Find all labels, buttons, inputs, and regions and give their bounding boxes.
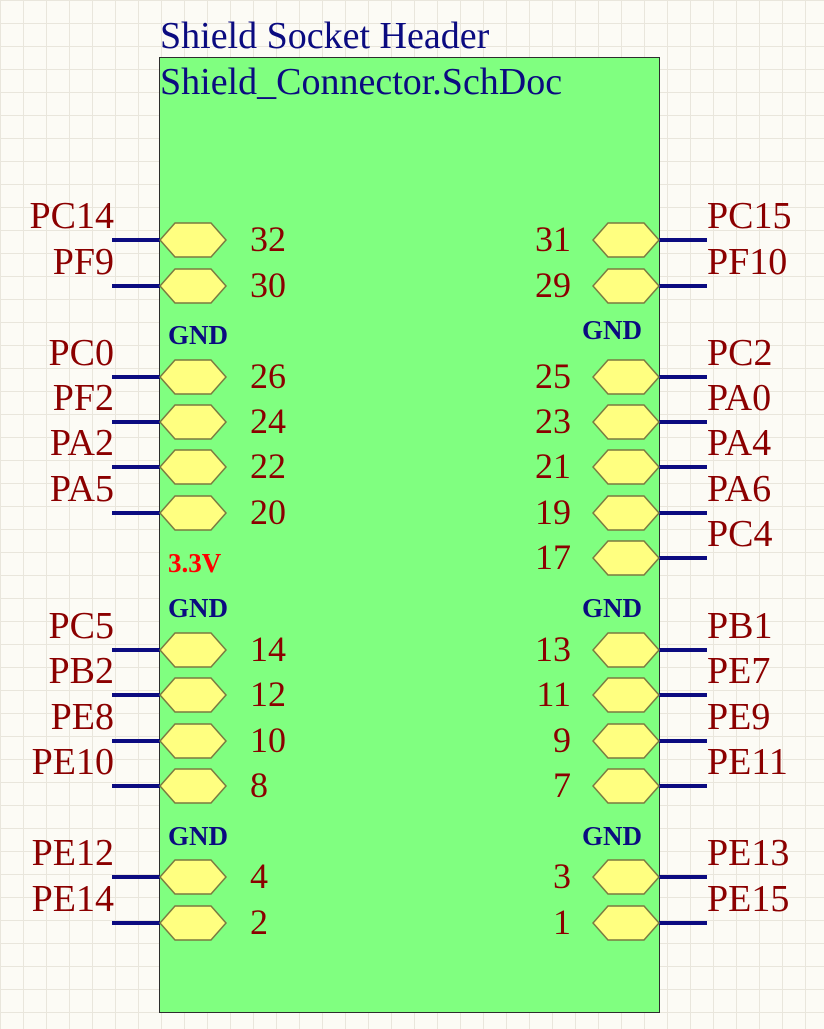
net-label-PE11: PE11 (707, 741, 788, 783)
pin-pad-32[interactable] (160, 223, 226, 257)
net-label-PE15: PE15 (707, 878, 790, 920)
pin-pad-2[interactable] (160, 906, 226, 940)
pin-pad-7[interactable] (593, 769, 659, 803)
pin-number-19: 19 (535, 492, 571, 532)
gnd-label: GND (582, 315, 642, 345)
pin-number-17: 17 (535, 537, 571, 577)
net-label-PA6: PA6 (707, 468, 772, 510)
pin-number-7: 7 (553, 765, 571, 805)
pin-pad-8[interactable] (160, 769, 226, 803)
pin-number-30: 30 (250, 265, 286, 305)
pin-number-20: 20 (250, 492, 286, 532)
pin-pad-24[interactable] (160, 405, 226, 439)
pin-pad-26[interactable] (160, 360, 226, 394)
net-label-PE13: PE13 (707, 832, 790, 874)
net-label-PA2: PA2 (49, 422, 114, 464)
pin-pad-9[interactable] (593, 724, 659, 758)
pin-number-23: 23 (535, 401, 571, 441)
pin-number-13: 13 (535, 629, 571, 669)
net-label-PE9: PE9 (707, 696, 771, 738)
net-label-PE14: PE14 (31, 878, 114, 920)
net-label-PC2: PC2 (707, 332, 773, 374)
gnd-label: GND (582, 593, 642, 623)
sheet-title: Shield Socket Header (160, 15, 490, 57)
sheet-filename: Shield_Connector.SchDoc (160, 61, 563, 103)
pin-number-4: 4 (250, 856, 268, 896)
net-label-PB2: PB2 (48, 650, 114, 692)
net-label-PE12: PE12 (31, 832, 114, 874)
pin-pad-31[interactable] (593, 223, 659, 257)
gnd-label: GND (168, 821, 228, 851)
pin-pad-14[interactable] (160, 633, 226, 667)
pin-number-21: 21 (535, 446, 571, 486)
net-label-PE10: PE10 (31, 741, 114, 783)
pin-pad-29[interactable] (593, 269, 659, 303)
pin-number-26: 26 (250, 356, 286, 396)
pin-number-1: 1 (553, 902, 571, 942)
pin-pad-17[interactable] (593, 541, 659, 575)
pin-number-8: 8 (250, 765, 268, 805)
pin-pad-10[interactable] (160, 724, 226, 758)
pin-pad-21[interactable] (593, 450, 659, 484)
net-label-PB1: PB1 (707, 605, 773, 647)
pin-number-12: 12 (250, 674, 286, 714)
power-3v3-label: 3.3V (168, 548, 222, 578)
net-label-PC5: PC5 (48, 605, 114, 647)
pin-number-11: 11 (536, 674, 571, 714)
net-label-PF9: PF9 (52, 241, 114, 283)
gnd-label: GND (582, 821, 642, 851)
pin-number-32: 32 (250, 219, 286, 259)
pin-pad-1[interactable] (593, 906, 659, 940)
pin-pad-12[interactable] (160, 678, 226, 712)
pin-number-3: 3 (553, 856, 571, 896)
gnd-label: GND (168, 320, 228, 350)
pin-pad-3[interactable] (593, 860, 659, 894)
net-label-PE7: PE7 (707, 650, 771, 692)
net-label-PA0: PA0 (707, 377, 772, 419)
net-label-PC0: PC0 (48, 332, 114, 374)
net-label-PC4: PC4 (707, 513, 773, 555)
pin-number-29: 29 (535, 265, 571, 305)
pin-number-22: 22 (250, 446, 286, 486)
net-label-PC15: PC15 (707, 195, 792, 237)
pin-number-10: 10 (250, 720, 286, 760)
pin-number-14: 14 (250, 629, 286, 669)
net-label-PA4: PA4 (707, 422, 772, 464)
net-label-PE8: PE8 (50, 696, 114, 738)
gnd-label: GND (168, 593, 228, 623)
pin-pad-13[interactable] (593, 633, 659, 667)
net-label-PF10: PF10 (707, 241, 788, 283)
pin-number-2: 2 (250, 902, 268, 942)
net-label-PF2: PF2 (52, 377, 114, 419)
pin-pad-25[interactable] (593, 360, 659, 394)
net-label-PC14: PC14 (29, 195, 114, 237)
pin-number-24: 24 (250, 401, 286, 441)
pin-pad-23[interactable] (593, 405, 659, 439)
pin-number-9: 9 (553, 720, 571, 760)
pin-pad-19[interactable] (593, 496, 659, 530)
pin-number-25: 25 (535, 356, 571, 396)
pin-pad-22[interactable] (160, 450, 226, 484)
net-label-PA5: PA5 (49, 468, 114, 510)
pin-pad-11[interactable] (593, 678, 659, 712)
pin-pad-4[interactable] (160, 860, 226, 894)
pin-number-31: 31 (535, 219, 571, 259)
pin-pad-20[interactable] (160, 496, 226, 530)
pin-pad-30[interactable] (160, 269, 226, 303)
